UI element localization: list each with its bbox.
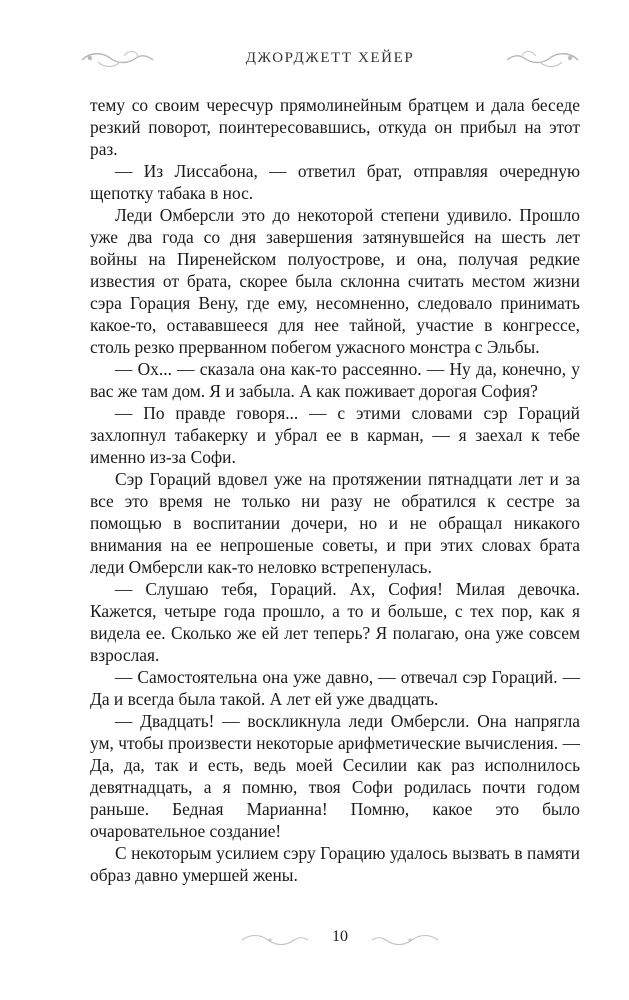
paragraph: — Слушаю тебя, Гораций. Ах, София! Милая девочка. Кажется, четыре года прошло, а то и больше, с тех пор, как я видела ее. Сколько же ей лет теперь? Я полагаю, она уже совсем взрослая. xyxy=(90,579,580,665)
paragraph: Леди Омберсли это до некоторой степени удивило. Прошло уже два года со дня завершения затянувшейся на шесть лет войны на Пиренейском полуострове, и она, получая редкие известия от брата, скорее была склонна считать местом жизни сэра Горация Вену, где ему, несомненно, следовало принимать какое-то, остававшееся для нее тайной, участие в конгрессе, столь резко прерванном побегом ужасного монстра с Эльбы. xyxy=(90,205,580,357)
page-number: 10 xyxy=(332,928,348,945)
running-head: ДЖОРДЖЕТТ ХЕЙЕР xyxy=(245,50,415,66)
paragraph: — Ох... — сказала она как-то рассеянно. — Ну да, конечно, у вас же там дом. Я и забыла. А как поживает дорогая София? xyxy=(90,359,580,401)
page-header xyxy=(80,40,580,80)
paragraph: — Самостоятельна она уже давно, — отвечал сэр Гораций. — Да и всегда была такой. А лет ей уже двадцать. xyxy=(90,667,580,709)
right-footer-ornament-icon xyxy=(370,932,440,948)
body-text xyxy=(90,94,580,886)
page-footer xyxy=(240,928,440,958)
paragraph: тему со своим чересчур прямолинейным братцем и дала беседе резкий поворот, поинтересовавшись, откуда он прибыл на этот раз. xyxy=(90,95,580,159)
paragraph: — По правде говоря... — с этими словами сэр Гораций захлопнул табакерку и убрал ее в карман, — я заехал к тебе именно из-за Софи. xyxy=(90,403,580,467)
paragraph: Сэр Гораций вдовел уже на протяжении пятнадцати лет и за все это время не только ни разу не обратился к сестре за помощью в воспитании дочери, но и не обращал никакого внимания на ее непрошеные советы, и при этих словах брата леди Омберсли как-то неловко встрепенулась. xyxy=(90,469,580,577)
paragraph: — Из Лиссабона, — ответил брат, отправляя очередную щепотку табака в нос. xyxy=(90,161,580,203)
paragraph: С некоторым усилием сэру Горацию удалось вызвать в памяти образ давно умершей жены. xyxy=(90,843,580,885)
paragraph: — Двадцать! — воскликнула леди Омберсли. Она напрягла ум, чтобы произвести некоторые арифметические вычисления. — Да, да, так и есть, ведь моей Сесилии как раз исполнилось девятнадцать, а я помню, твоя Софи родилась почти годом раньше. Бедная Марианна! Помню, какое это было очаровательное создание! xyxy=(90,711,580,841)
right-header-ornament-icon xyxy=(505,48,580,70)
